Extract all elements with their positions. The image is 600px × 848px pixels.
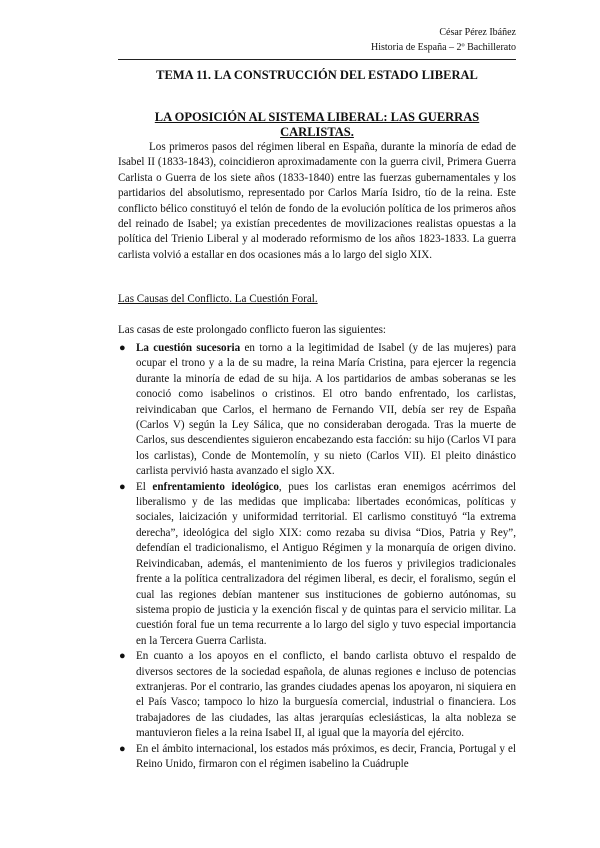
cause-heading: La cuestión sucesoria bbox=[136, 342, 241, 354]
subsection-title: Las Causas del Conflicto. La Cuestión Foral. bbox=[118, 293, 318, 305]
cause-text: , pues los carlistas eran enemigos acérrimos del liberalismo y de las medidas que implicaba: libertades económicas, políticas y sociales, laicización y uniformidad territorial. El carlismo constituyó “la extrema derecha”, ideológica del siglo XIX: como rezaba su divisa “Dios, Patria y Rey”, defendían el tradicionalismo, el Antiguo Régimen y la monarquía de origen divino. Reivindicaban, además, el mantenimiento de los fueros y privilegios tradicionales frente a la política centralizadora del régimen liberal, es decir, el foralismo, según el cual las regiones debían mantener sus instituciones de gobierno autónomas, su sistema propio de justicia y la exención fiscal y de quintas para el servicio militar. La cuestión foral fue un tema recurrente a lo largo del siglo y tuvo especial importancia en la Tercera Guerra Carlista. bbox=[136, 480, 516, 647]
author-name: César Pérez Ibáñez bbox=[439, 27, 516, 38]
bullet-icon: ● bbox=[119, 742, 126, 755]
cause-prefix: El bbox=[136, 480, 153, 493]
list-item bbox=[118, 649, 516, 741]
bullet-icon: ● bbox=[119, 480, 126, 493]
bullet-icon: ● bbox=[119, 650, 126, 663]
causes-lead: Las casas de este prolongado conflicto fueron las siguientes: bbox=[118, 324, 387, 336]
header-divider bbox=[118, 59, 516, 60]
cause-heading: enfrentamiento ideológico bbox=[152, 480, 279, 493]
section-title: LA OPOSICIÓN AL SISTEMA LIBERAL: LAS GUERRAS CARLISTAS. bbox=[154, 110, 480, 139]
bullet-icon: ● bbox=[119, 342, 126, 354]
course-name: Historia de España – 2º Bachillerato bbox=[371, 42, 516, 53]
cause-text: en torno a la legitimidad de Isabel (y de las mujeres) para ocupar el trono y a la de su madre, la reina María Cristina, para ejercer la regencia durante la minoría de edad de su hija. A los partidarios de ambas soberanas se les conoció como isabelinos o cristinos. El otro bando enfrentado, los carlistas, reivindicaban que Carlos, el hermano de Fernando VII, debía ser rey de España (Carlos V) según la Ley Sálica, que no consideraban derogada. Tras la muerte de Carlos, sus descendientes siguieron encabezando esta facción: su hijo (Carlos VI para los carlistas), Conde de Montemolín, y su nieto (Carlos VII). El pleito dinástico carlista pervivió hasta avanzado el siglo XX. bbox=[136, 342, 516, 478]
cause-text: En cuanto a los apoyos en el conflicto, el bando carlista obtuvo el respaldo de diversos sectores de la sociedad española, de alunas regiones e incluso de potencias extranjeras. Por el contrario, las grandes ciudades apenas los apoyaron, ni siquiera en el País Vasco; tampoco lo hizo la burguesía comercial, industrial o financiera. Los trabajadores de las ciudades, las altas jerarquías eclesiásticas, la alta nobleza se mantuvieron fieles a la reina Isabel II, al igual que la mayoría del ejército. bbox=[136, 650, 516, 740]
list-item bbox=[118, 480, 516, 649]
causes-list bbox=[118, 341, 516, 772]
intro-paragraph: Los primeros pasos del régimen liberal en España, durante la minoría de edad de Isabel II (1833-1843), coincidieron aproximadamente con la guerra civil, Primera Guerra Carlista o Guerra de los siete años (1833-1840) entre las fuerzas gubernamentales y los partidarios del absolutismo, representado por Carlos María Isidro, tío de la reina. Este conflicto bélico constituyó el telón de fondo de la evolución política de los primeros años del reinado de Isabel; ya existían precedentes de movilizaciones realistas opuestas a la política del Trienio Liberal y al moderado reformismo de los años 1823-1833. La guerra carlista volvió a estallar en dos ocasiones más a lo largo del siglo XIX. bbox=[118, 141, 516, 261]
list-item bbox=[118, 742, 516, 773]
cause-text: En el ámbito internacional, los estados más próximos, es decir, Francia, Portugal y el Reino Unido, firmaron con el régimen isabelino la Cuádruple bbox=[136, 742, 516, 770]
list-item bbox=[118, 341, 516, 480]
page-header bbox=[371, 25, 516, 55]
document-title: TEMA 11. LA CONSTRUCCIÓN DEL ESTADO LIBERAL bbox=[156, 68, 478, 82]
